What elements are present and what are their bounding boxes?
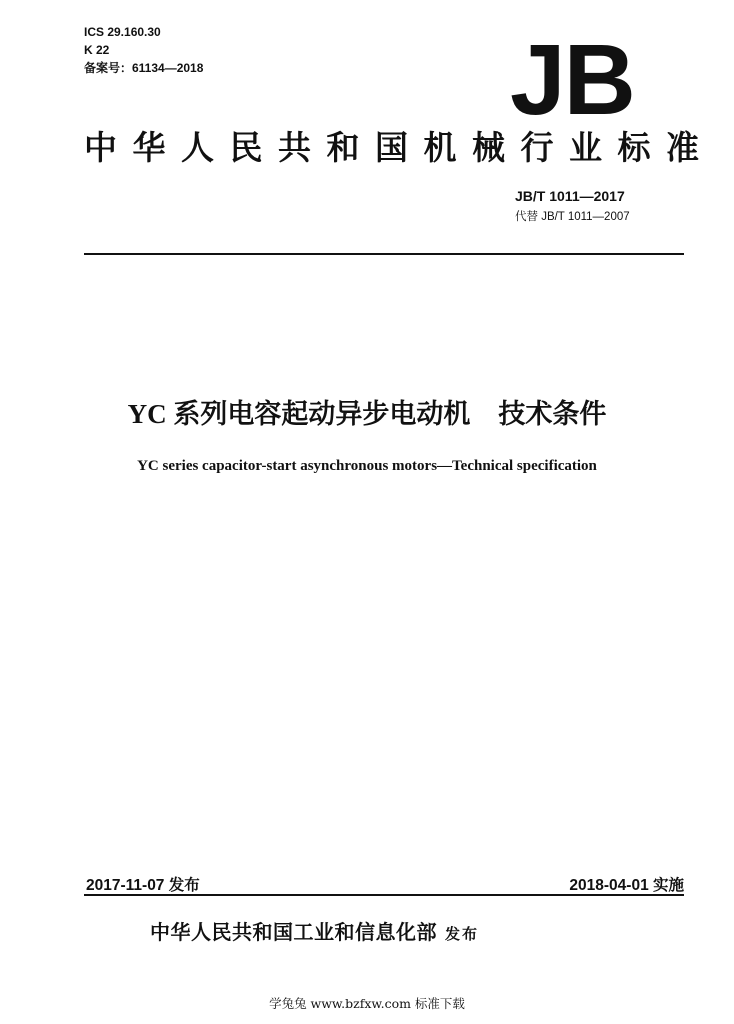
chinese-title [0,392,734,431]
issue-date: 2017-11-07 发布 [86,877,200,894]
implementation-date: 2018-04-01 实施 [569,877,684,894]
standard-number: JB/T 1011—2017 [515,188,625,204]
standard-category-title: 中华人民共和国机械行业标准 [84,129,715,166]
chinese-title-main: YC 系列电容起动异步电动机 [127,399,471,429]
english-title: YC series capacitor-start asynchronous motors—Technical specification [137,458,597,474]
record-number: 备案号：61134—2018 [84,61,204,75]
replaces-standard: 代替 JB/T 1011—2007 [515,211,630,223]
ics-code: ICS 29.160.30 [84,25,161,39]
chinese-title-sub: 技术条件 [498,399,607,429]
publisher-action: 发布 [445,926,480,943]
jb-logo: JB [510,24,634,136]
footer-watermark[interactable]: 学兔兔 www.bzfxw.com 标准下载 [269,996,465,1011]
publisher [150,916,479,945]
publisher-name: 中华人民共和国工业和信息化部 [150,922,437,944]
footer-divider [84,894,684,896]
ccs-code: K 22 [84,43,110,57]
header-divider [84,253,684,255]
